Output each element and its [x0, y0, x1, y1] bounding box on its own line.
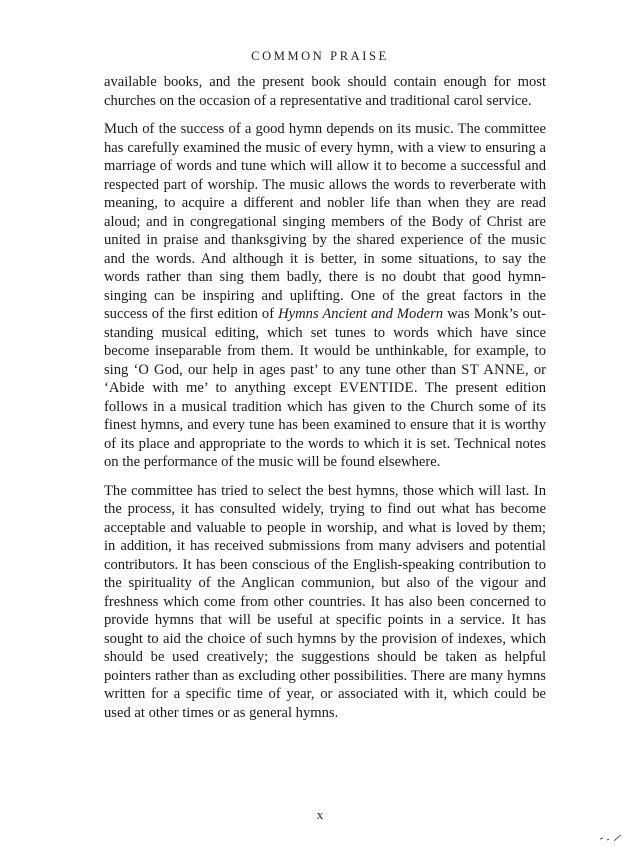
body-text — [104, 73, 546, 732]
paragraph-2-text-2: was Monk’s outstanding musical editing, which set tunes to words which have since become inseparable from them. It would be unthinkable, for example, to sing ‘O God, our help in ages past’ to any tune other than — [104, 306, 546, 378]
paragraph-2-text-3: , or ‘Abide with me’ to anything except — [104, 361, 546, 396]
paragraph-2-text-1: Much of the success of a good hymn depends on its music. The committee has carefully examined the music of every hymn, with a view to ensuring a marriage of words and tune which will allow it to become a successful and respected part of worship. The music allows the words to reverberate with meaning, to acquire a different and nobler life than when they are read aloud; and in congregational singing members of the Body of Christ are united in praise and thanksgiving by the shared experience of the music and the words. And although it is better, in some situations, to say the words rather than sing them badly, there is no doubt that good hymn-singing can be inspiring and uplifting. One of the great factors in the success of the first edition of — [104, 121, 546, 322]
book-title: Hymns Ancient and Modern — [278, 306, 444, 322]
page-number: x — [316, 807, 324, 822]
scan-mark-icon — [598, 833, 622, 843]
tune-name-st-anne: ST ANNE — [461, 361, 526, 378]
paragraph-2 — [104, 120, 546, 472]
paragraph-3: The committee has tried to select the best hymns, those which will last. In the process, it has consulted widely, trying to find out what has become acceptable and valuable to people in worship, and what is loved by them; in addition, it has received submissions from many advisers and potential contributors. It has been conscious of the English-speaking contribution to the spirituality of the Anglican communion, but also of the vigour and freshness which come from other countries. It has also been concerned to provide hymns that will be useful at specific points in a service. It has sought to aid the choice of such hymns by the provision of indexes, which should be used creatively; the suggestions should be taken as helpful pointers rather than as excluding other possibilities. There are many hymns written for a specific time of year, or associated with it, which could be used at other times or as general hymns. — [104, 482, 546, 721]
paragraph-1: available books, and the present book should contain enough for most churches on the occasion of a representative and traditional carol service. — [104, 74, 546, 109]
tune-name-eventide: EVENTIDE — [339, 380, 414, 396]
running-head: COMMON PRAISE — [251, 49, 389, 63]
paragraph-2-text-4: . The present edition follows in a musical tradition which has given to the Church some of its finest hymns, and every tune has been examined to ensure that it is worthy of its place and appropriate to the words to which it is set. Technical notes on the performance of the music will be found elsewhere. — [104, 380, 546, 470]
